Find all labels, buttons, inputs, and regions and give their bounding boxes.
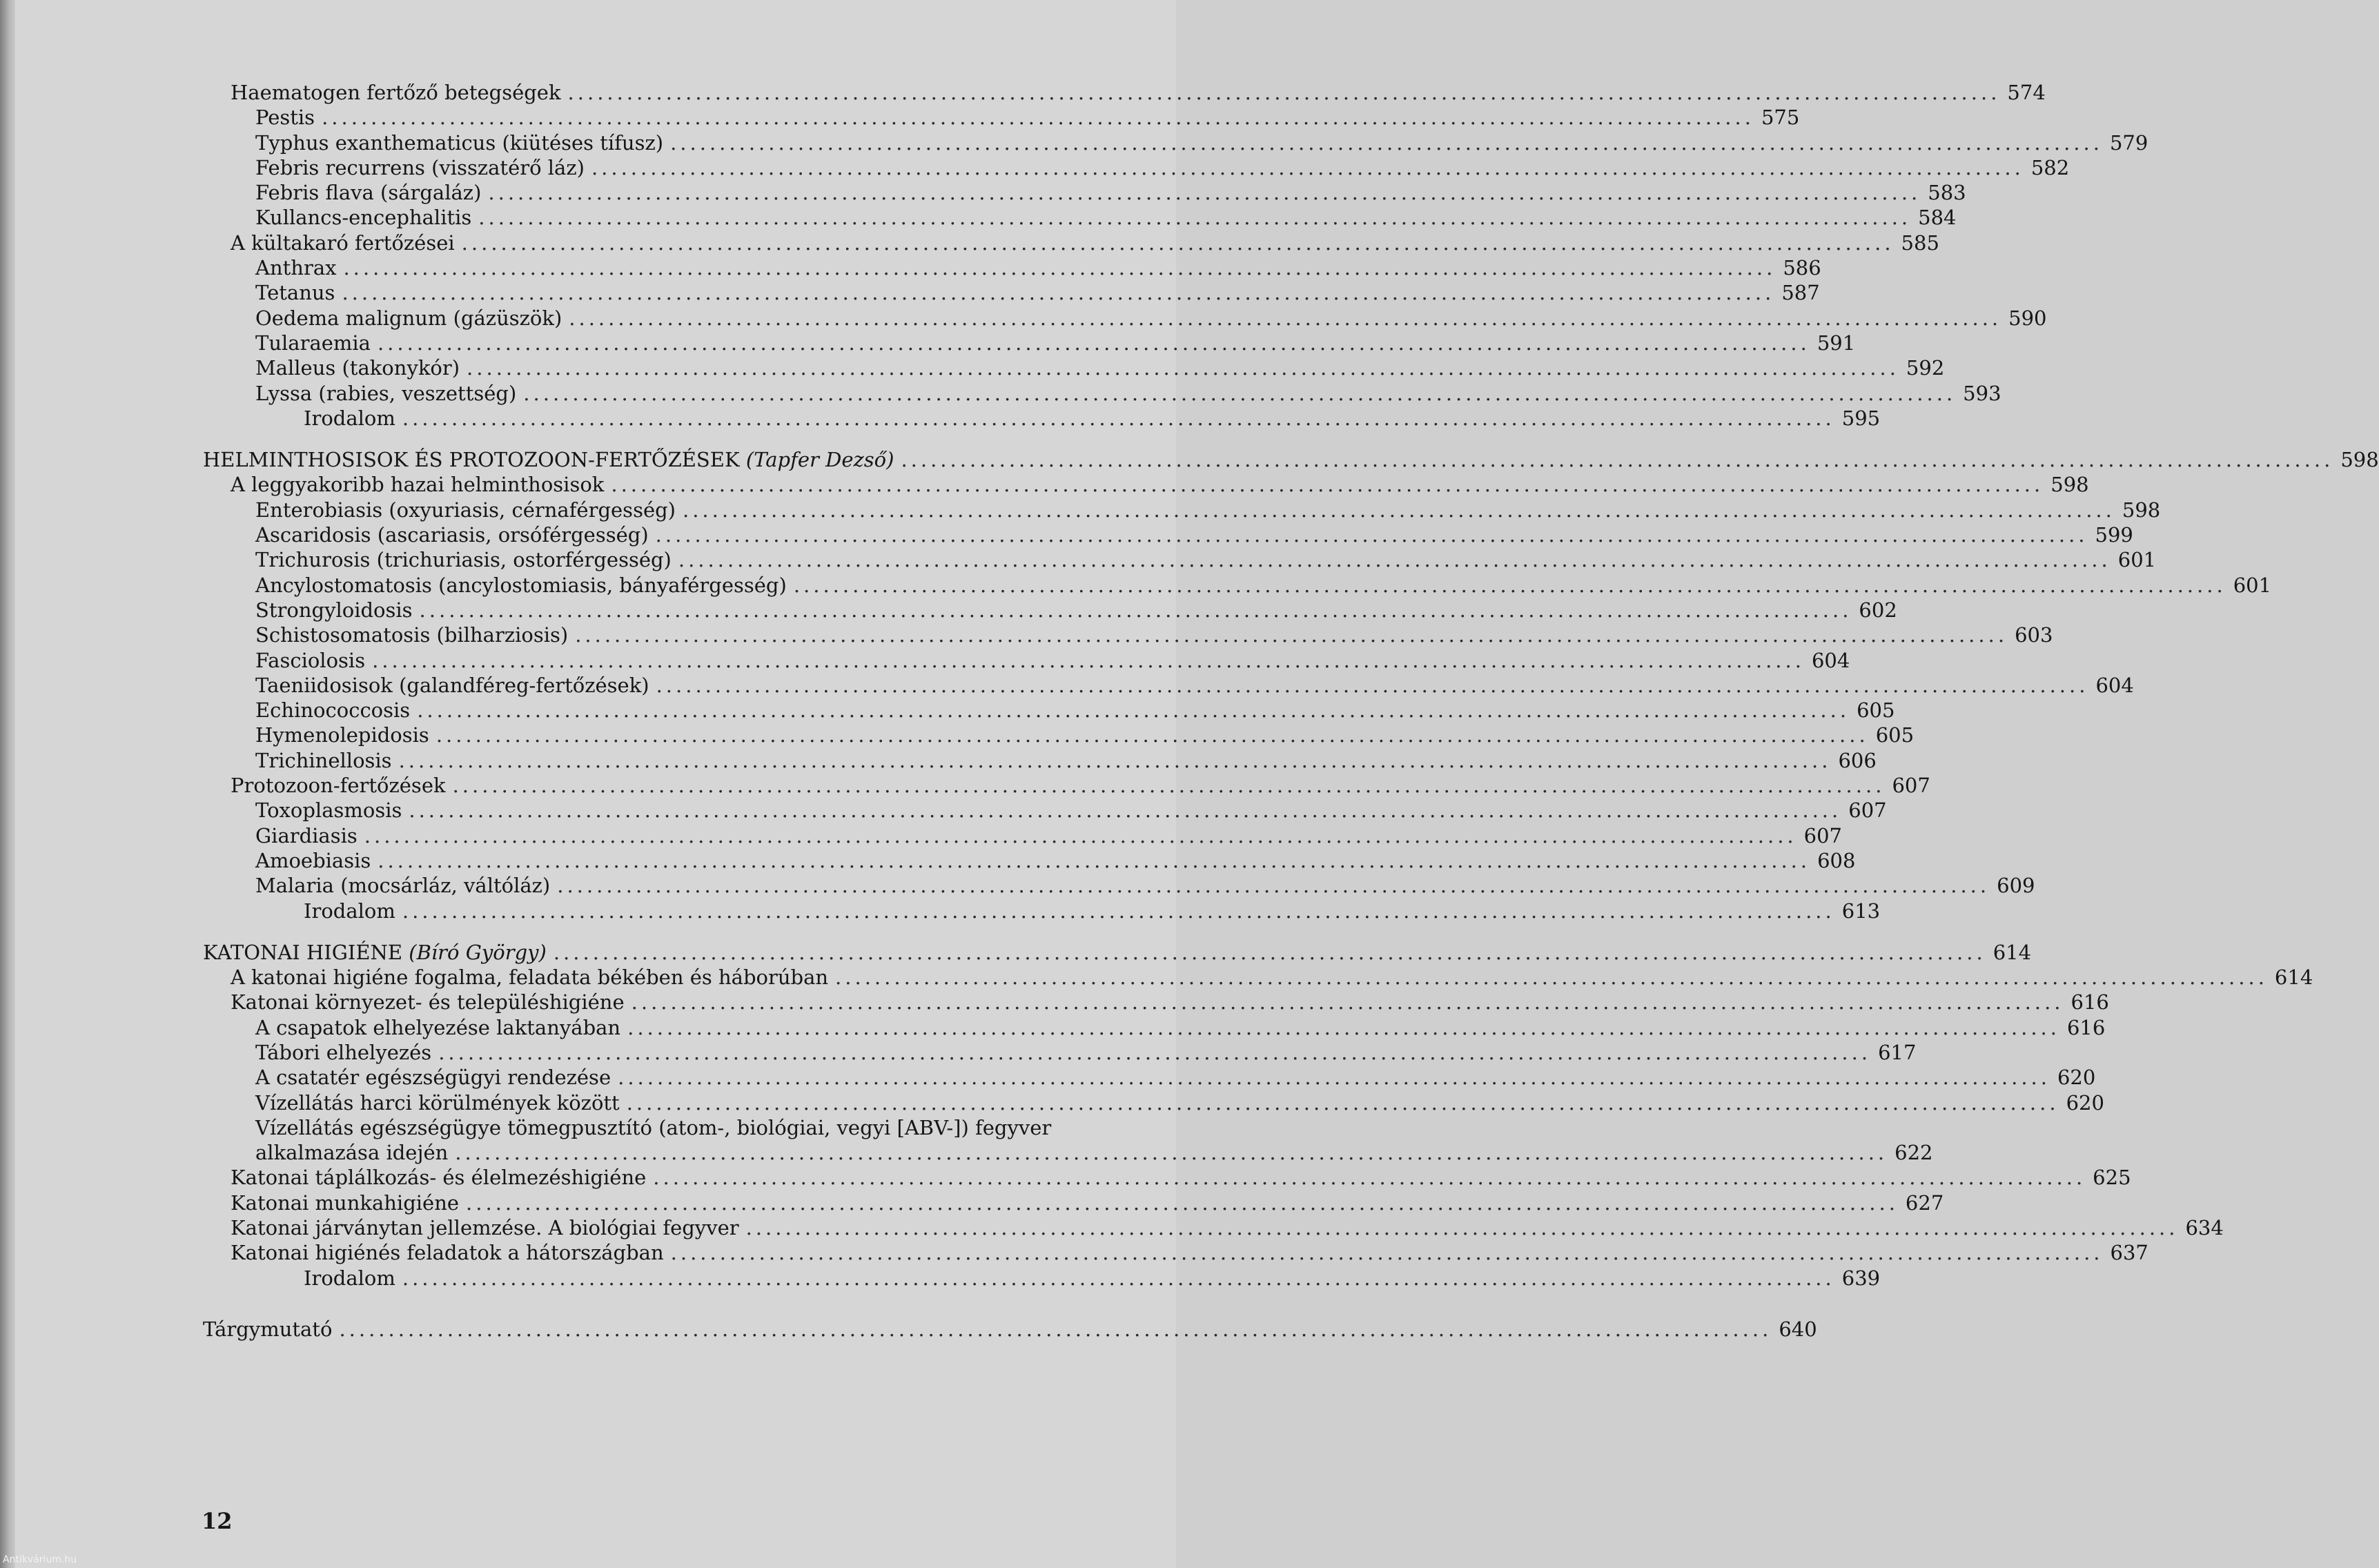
toc-entry[interactable]: A csatatér egészségügyi rendezése .................................................................................................................................................. 620 [255, 1066, 2096, 1090]
leader-dots: .................................................................................................................................................. [557, 874, 1990, 898]
leader-dots: .................................................................................................................................................. [402, 1266, 1835, 1290]
toc-page-number: 587 [1781, 281, 1820, 305]
toc-page-number: 604 [2095, 673, 2134, 697]
leader-dots: .................................................................................................................................................. [569, 306, 2002, 330]
leader-dots: .................................................................................................................................................. [656, 673, 2089, 697]
toc-entry[interactable]: Tetanus .................................................................................................................................................. 587 [255, 281, 1820, 305]
toc-entry[interactable]: A katonai higiéne fogalma, feladata békében és háborúban .................................................................................................................................................. 614 [231, 966, 2313, 990]
leader-dots: .................................................................................................................................................. [461, 231, 1895, 255]
toc-page-number: 598 [2340, 448, 2379, 472]
leader-dots: .................................................................................................................................................. [575, 623, 2008, 647]
toc-page-number: 592 [1906, 356, 1945, 380]
toc-page-number: 616 [2066, 1015, 2106, 1039]
leader-dots: .................................................................................................................................................. [343, 256, 1776, 280]
chapter-author: (Bíró György) [409, 940, 547, 964]
leader-dots: .................................................................................................................................................. [342, 281, 1775, 305]
leader-dots: .................................................................................................................................................. [793, 573, 2226, 597]
toc-entry[interactable]: Trichurosis (trichuriasis, ostorférgesség) .................................................................................................................................................. 601 [255, 548, 2157, 572]
toc-entry[interactable]: Katonai munkahigiéne .................................................................................................................................................. 627 [231, 1190, 1944, 1215]
leader-dots: .................................................................................................................................................. [435, 723, 1869, 747]
toc-entry[interactable]: Enterobiasis (oxyuriasis, cérnaférgesség) .................................................................................................................................................. 598 [255, 498, 2161, 522]
leader-dots: .................................................................................................................................................. [611, 473, 2044, 497]
toc-page-number: 583 [1928, 181, 1966, 205]
leader-dots: .................................................................................................................................................. [618, 1066, 2050, 1090]
toc-page-number: 591 [1817, 331, 1856, 355]
toc-page-number: 640 [1779, 1317, 1817, 1341]
leader-dots: .................................................................................................................................................. [627, 1015, 2060, 1039]
toc-page-number: 601 [2117, 548, 2157, 572]
toc-page-number: 625 [2093, 1166, 2131, 1190]
toc-entry[interactable]: Tábori elhelyezés .................................................................................................................................................. 617 [255, 1040, 1917, 1064]
leader-dots: .................................................................................................................................................. [553, 940, 1986, 964]
toc-chapter-heading[interactable]: HELMINTHOSISOK ÉS PROTOZOON-FERTŐZÉSEK (Tapfer Dezső) .................................................................................................................................................. 598 [203, 448, 2379, 472]
toc-page-number: 598 [2050, 473, 2089, 497]
toc-page-number: 609 [1997, 874, 2035, 898]
toc-page-number: 616 [2070, 990, 2109, 1015]
leader-dots: .................................................................................................................................................. [653, 1166, 2086, 1190]
toc-page-number: 607 [1803, 823, 1842, 847]
toc-entry[interactable]: Fasciolosis .................................................................................................................................................. 604 [255, 648, 1850, 672]
toc-chapter-heading[interactable]: KATONAI HIGIÉNE (Bíró György) .................................................................................................................................................. 614 [203, 940, 2032, 964]
leader-dots: .................................................................................................................................................. [466, 1190, 1899, 1215]
toc-page-number: 601 [2233, 573, 2272, 597]
toc-entry[interactable]: Vízellátás harci körülmények között .................................................................................................................................................. 620 [255, 1090, 2104, 1115]
leader-dots: .................................................................................................................................................. [591, 155, 2024, 179]
leader-dots: .................................................................................................................................................. [417, 698, 1850, 723]
toc-page-number: 590 [2008, 306, 2047, 330]
toc-page-number: 605 [1857, 698, 1895, 723]
toc-entry[interactable]: Haematogen fertőző betegségek .................................................................................................................................................. 574 [231, 81, 2046, 104]
toc-page-number: 627 [1905, 1190, 1944, 1215]
toc-entry[interactable]: Malaria (mocsárláz, váltóláz) .................................................................................................................................................. 609 [255, 874, 2035, 898]
toc-entry[interactable]: Lyssa (rabies, veszettség) .................................................................................................................................................. 593 [255, 381, 2001, 405]
toc-entry[interactable]: Febris recurrens (visszatérő láz) .................................................................................................................................................. 582 [255, 155, 2070, 179]
toc-entry[interactable]: A kültakaró fertőzései .................................................................................................................................................. 585 [231, 231, 1939, 255]
leader-dots: .................................................................................................................................................. [631, 990, 2064, 1015]
toc-page-number: 613 [1841, 899, 1881, 923]
toc-page-number: 598 [2122, 498, 2161, 522]
leader-dots: .................................................................................................................................................. [567, 81, 2001, 104]
toc-entry-continuation[interactable]: alkalmazása idején .................................................................................................................................................. 622 [255, 1141, 1933, 1165]
toc-page-number: 593 [1963, 381, 2001, 405]
leader-dots: .................................................................................................................................................. [322, 106, 1754, 130]
toc-entry[interactable]: Katonai táplálkozás- és élelmezéshigiéne .................................................................................................................................................. 625 [231, 1166, 2131, 1190]
toc-entry[interactable]: Irodalom .................................................................................................................................................. 639 [304, 1266, 1881, 1290]
book-spine-shadow [0, 0, 15, 1568]
toc-entry[interactable]: Irodalom .................................................................................................................................................. 595 [304, 406, 1881, 430]
toc-entry[interactable]: Schistosomatosis (bilharziosis) .................................................................................................................................................. 603 [255, 623, 2053, 647]
leader-dots: .................................................................................................................................................. [339, 1317, 1772, 1341]
leader-dots: .................................................................................................................................................. [670, 1241, 2104, 1265]
leader-dots: .................................................................................................................................................. [409, 798, 1842, 823]
leader-dots: .................................................................................................................................................. [378, 848, 1811, 872]
leader-dots: .................................................................................................................................................. [683, 498, 2115, 522]
toc-page-number: 639 [1841, 1266, 1881, 1290]
toc-entry[interactable]: Febris flava (sárgaláz) .................................................................................................................................................. 583 [255, 181, 1966, 205]
leader-dots: .................................................................................................................................................. [670, 130, 2103, 155]
leader-dots: .................................................................................................................................................. [455, 1141, 1888, 1165]
toc-entry[interactable]: Katonai környezet- és településhigiéne .................................................................................................................................................. 616 [231, 990, 2109, 1015]
leader-dots: .................................................................................................................................................. [398, 748, 1832, 772]
toc-entry[interactable]: Irodalom .................................................................................................................................................. 613 [304, 899, 1881, 923]
leader-dots: .................................................................................................................................................. [402, 406, 1835, 430]
toc-page-number: 595 [1841, 406, 1881, 430]
toc-entry[interactable]: Giardiasis .................................................................................................................................................. 607 [255, 823, 1842, 847]
page-number: 12 [202, 1508, 233, 1534]
toc-entry[interactable]: A csapatok elhelyezése laktanyában .................................................................................................................................................. 616 [255, 1015, 2106, 1039]
toc-page-number: 575 [1761, 106, 1800, 130]
chapter-author: (Tapfer Dezső) [745, 448, 894, 472]
toc-entry[interactable]: Pestis .................................................................................................................................................. 575 [255, 106, 1800, 130]
toc-page-number: 605 [1875, 723, 1915, 747]
toc-entry[interactable]: Protozoon-fertőzések .................................................................................................................................................. 607 [231, 774, 1930, 798]
toc-page-number: 604 [1811, 648, 1850, 672]
book-page [15, 0, 2379, 1568]
toc-page-number: 582 [2030, 155, 2070, 179]
toc-entry[interactable]: Taeniidosisok (galandféreg-fertőzések) .................................................................................................................................................. 604 [255, 673, 2134, 697]
leader-dots: .................................................................................................................................................. [901, 448, 2334, 472]
leader-dots: .................................................................................................................................................. [488, 181, 1921, 205]
toc-page-number: 603 [2015, 623, 2053, 647]
toc-entry[interactable]: Katonai higiénés feladatok a hátországban .................................................................................................................................................. 637 [231, 1241, 2148, 1265]
toc-entry[interactable]: Amoebiasis .................................................................................................................................................. 608 [255, 848, 1856, 872]
toc-page-number: 637 [2110, 1241, 2148, 1265]
toc-page-number: 584 [1918, 206, 1957, 230]
toc-page-number: 620 [2057, 1066, 2096, 1090]
toc-page-number: 617 [1878, 1040, 1917, 1064]
toc-entry[interactable]: A leggyakoribb hazai helminthosisok .................................................................................................................................................. 598 [231, 473, 2089, 497]
toc-entry[interactable]: Oedema malignum (gázüszök) .................................................................................................................................................. 590 [255, 306, 2047, 330]
toc-page-number: 574 [2007, 81, 2046, 104]
leader-dots: .................................................................................................................................................. [835, 966, 2268, 990]
toc-index-entry[interactable]: Tárgymutató .................................................................................................................................................. 640 [203, 1317, 1817, 1341]
toc-entry[interactable]: Tularaemia .................................................................................................................................................. 591 [255, 331, 1856, 355]
toc-page-number: 622 [1895, 1141, 1933, 1165]
toc-entry[interactable]: Hymenolepidosis .................................................................................................................................................. 605 [255, 723, 1915, 747]
watermark: Antikvárium.hu [3, 1554, 77, 1565]
toc-page-number: 599 [2095, 523, 2133, 547]
leader-dots: .................................................................................................................................................. [745, 1216, 2179, 1240]
toc-entry[interactable]: Toxoplasmosis .................................................................................................................................................. 607 [255, 798, 1887, 823]
toc-page-number: 620 [2066, 1090, 2104, 1115]
leader-dots: .................................................................................................................................................. [452, 774, 1886, 798]
toc-page-number: 634 [2185, 1216, 2224, 1240]
toc-entry[interactable]: Strongyloidosis .................................................................................................................................................. 602 [255, 598, 1897, 622]
toc-page-number: 607 [1892, 774, 1930, 798]
toc-entry[interactable]: Kullancs-encephalitis .................................................................................................................................................. 584 [255, 206, 1957, 230]
toc-entry[interactable]: Anthrax .................................................................................................................................................. 586 [255, 256, 1821, 280]
leader-dots: .................................................................................................................................................. [419, 598, 1852, 622]
toc-entry[interactable]: Ascaridosis (ascariasis, orsóférgesség) .................................................................................................................................................. 599 [255, 523, 2133, 547]
toc-page-number: 579 [2109, 130, 2148, 155]
toc-entry[interactable]: Ancylostomatosis (ancylostomiasis, bányaférgesség) .................................................................................................................................................. 601 [255, 573, 2272, 597]
toc-entry[interactable]: Katonai járványtan jellemzése. A biológiai fegyver .................................................................................................................................................. 634 [231, 1216, 2224, 1240]
toc-page-number: 614 [2274, 966, 2313, 990]
leader-dots: .................................................................................................................................................. [364, 823, 1797, 847]
toc-entry[interactable]: Malleus (takonykór) .................................................................................................................................................. 592 [255, 356, 1945, 380]
toc-entry[interactable]: Typhus exanthematicus (kiütéses tífusz) .................................................................................................................................................. 579 [255, 130, 2148, 155]
leader-dots: .................................................................................................................................................. [372, 648, 1805, 672]
toc-page-number: 614 [1993, 940, 2032, 964]
leader-dots: .................................................................................................................................................. [377, 331, 1810, 355]
leader-dots: .................................................................................................................................................. [402, 899, 1835, 923]
toc-page-number: 606 [1838, 748, 1877, 772]
toc-page-number: 585 [1901, 231, 1939, 255]
toc-entry-first-line[interactable]: Vízellátás egészségügye tömegpusztító (atom-, biológiai, vegyi [ABV-]) fegyver [255, 1115, 1052, 1139]
toc-entry[interactable]: Trichinellosis .................................................................................................................................................. 606 [255, 748, 1877, 772]
leader-dots: .................................................................................................................................................. [438, 1040, 1872, 1064]
toc-page-number: 607 [1848, 798, 1887, 823]
leader-dots: .................................................................................................................................................. [523, 381, 1957, 405]
toc-page-number: 586 [1783, 256, 1821, 280]
leader-dots: .................................................................................................................................................. [655, 523, 2088, 547]
leader-dots: .................................................................................................................................................. [467, 356, 1899, 380]
leader-dots: .................................................................................................................................................. [478, 206, 1912, 230]
leader-dots: .................................................................................................................................................. [626, 1090, 2059, 1115]
toc-entry[interactable]: Echinococcosis .................................................................................................................................................. 605 [255, 698, 1895, 723]
table-of-contents [203, 80, 2379, 1342]
toc-page-number: 602 [1859, 598, 1897, 622]
toc-page-number: 608 [1817, 848, 1856, 872]
leader-dots: .................................................................................................................................................. [678, 548, 2111, 572]
